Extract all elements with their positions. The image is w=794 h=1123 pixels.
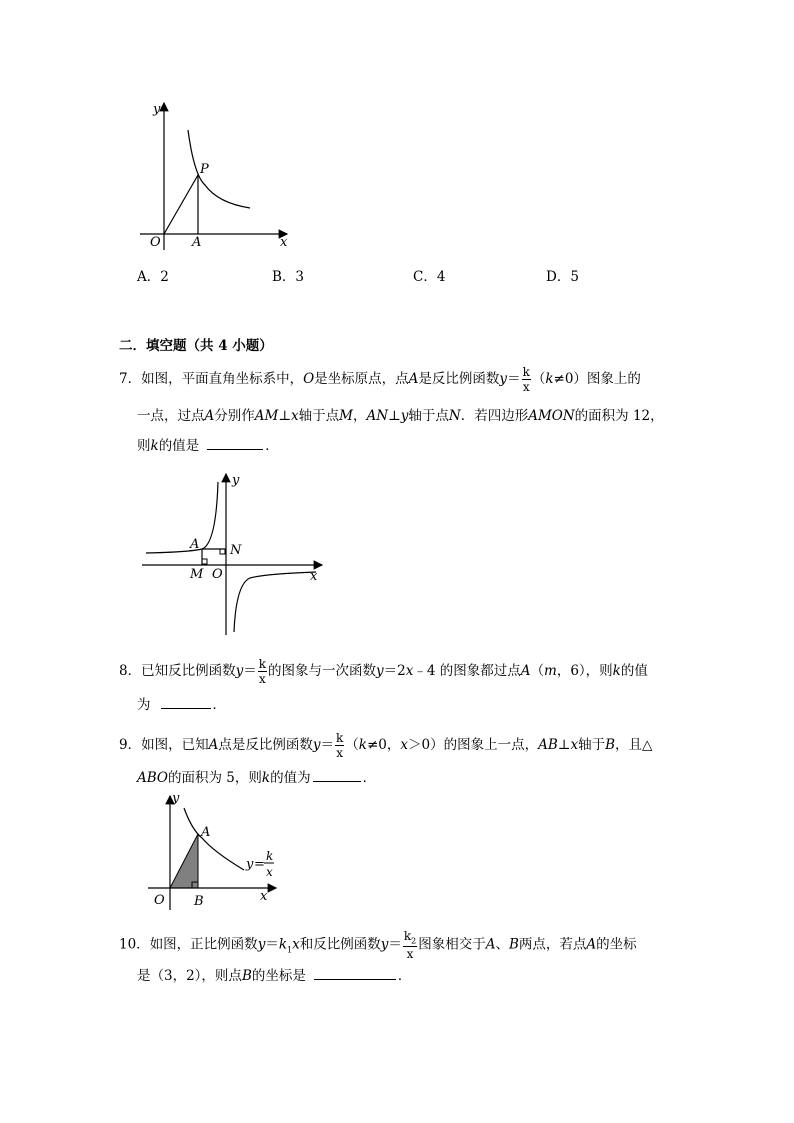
q9-line-1: 9．如图，已知A点是反比例函数y＝ $\frac{k}{x}$ （k≠0，x＞0）的图象上一点，AB⊥x轴于B，且△ [119,731,653,760]
q9-line-2: ABO的面积为 5，则k的值为 ． [137,770,377,786]
curve-label-num: k [266,849,274,863]
figure-hyperbola-amon [140,470,330,638]
section-heading: 二．填空题（共 4 小题） [119,338,273,354]
hyperbola-curve [188,130,250,208]
option-letter: B． [272,269,296,285]
hyperbola-left-branch [146,482,218,553]
fraction-k-over-x: $\frac{k}{x}$ [522,365,530,394]
curve-label-eq: = [254,857,265,872]
o-label: O [212,567,223,582]
right-angle-mark-n [220,549,225,554]
triangle-abo-shaded [170,834,198,888]
a-label: A [190,537,200,552]
fraction-k-over-x: $\frac{k}{x}$ [258,657,267,686]
a-label: A [201,825,211,840]
y-axis-label: y [172,791,180,806]
answer-blank[interactable] [207,448,263,450]
option-value: 3 [295,269,305,285]
option-letter: D． [546,269,571,285]
option-value: 4 [436,269,446,285]
x-axis-label: x [260,889,268,904]
figure-triangle-abo [148,790,288,912]
q10-line-1: 10．如图，正比例函数$y=k_1x$和反比例函数y＝ $\frac{k_2}{x}$ 图象相交于A、B两点，若点A的坐标 [119,929,637,962]
n-label: N [230,543,242,558]
answer-blank[interactable] [161,707,211,709]
o-label: O [154,893,165,908]
y-axis-label: y [232,473,240,488]
b-label: B [194,894,204,909]
option-value: 5 [570,269,579,285]
curve-label-den: x [266,865,273,879]
q8-line-1: 8．已知反比例函数y＝ $\frac{k}{x}$ 的图象与一次函数y＝2x﹣4 的图象都过点A（m，6），则k的值 [119,657,648,686]
q8-line-2: 为 ． [137,697,226,713]
segment-op [164,175,198,234]
fraction-k2-over-x: $\frac{k_2}{x}$ [403,929,417,962]
hyperbola-right-branch [234,572,316,632]
option-a [137,271,169,285]
option-b [272,271,304,285]
y-axis-label: y [153,102,161,117]
q7-line-3: 则k的值是 ． [137,438,279,454]
q7-line-1: 7．如图，平面直角坐标系中，O是坐标原点，点A是反比例函数y＝ $\frac{k}{x}$ （k≠0）图象上的 [119,365,641,394]
x-axis-label: x [310,569,318,584]
x-axis-label: x [280,235,288,250]
origin-label: O [150,235,161,250]
option-letter: A． [137,269,161,285]
fraction-k-over-x: $\frac{k}{x}$ [335,731,344,760]
q10-line-2: 是（3，2），则点B的坐标是 ． [137,968,412,984]
point-a-label: A [192,235,202,250]
answer-blank[interactable] [314,978,396,980]
option-letter: C． [413,269,437,285]
q7-line-2: 一点，过点A分别作AM⊥x轴于点M，AN⊥y轴于点N．若四边形AMON的面积为 12， [137,408,664,424]
answer-blank[interactable] [313,780,361,782]
figure-hyperbola-point-p [130,95,300,255]
option-value: 2 [160,269,169,285]
curve-label-y: y [246,857,254,872]
right-angle-mark-m [202,559,207,564]
point-p-label: P [200,162,209,177]
option-d [546,271,579,285]
m-label: M [190,567,204,582]
option-c [413,271,445,285]
